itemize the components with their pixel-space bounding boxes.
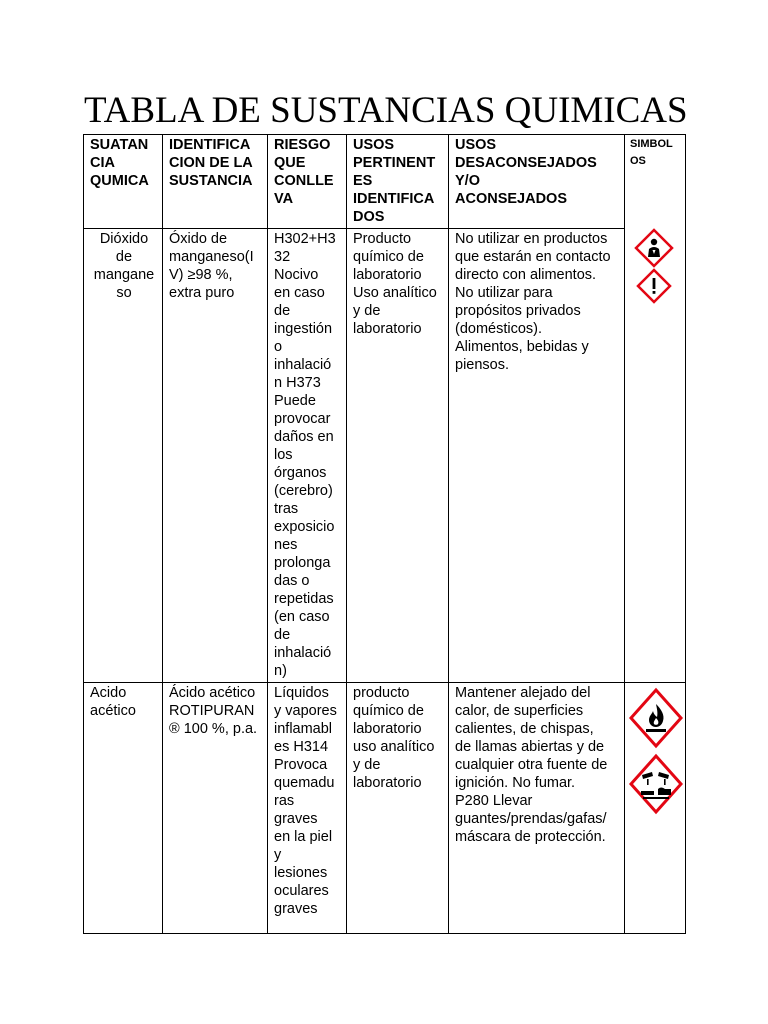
page-title: TABLA DE SUSTANCIAS QUIMICAS xyxy=(84,90,688,131)
cell-sustancia: Dióxido de mangane so xyxy=(84,229,163,683)
cell-usos-desaconsejados: No utilizar en productos que estarán en contacto directo con alimentos. No utilizar para propósitos privados (domésticos). Alimentos, bebidas y piensos. xyxy=(449,229,625,683)
table-row xyxy=(84,683,686,934)
cell-identificacion: Ácido acético ROTIPURAN ® 100 %, p.a. xyxy=(163,683,268,934)
cell-usos-pertinentes: Producto químico de laboratorio Uso analítico y de laboratorio xyxy=(347,229,449,683)
header-identificacion: IDENTIFICA CION DE LA SUSTANCIA xyxy=(163,135,268,229)
cell-riesgo: Líquidos y vapores inflamabl es H314 Provoca quemadu ras graves en la piel y lesiones oculares graves xyxy=(268,683,347,934)
cell-riesgo: H302+H3 32 Nocivo en caso de ingestión o inhalació n H373 Puede provocar daños en los órganos (cerebro) tras exposicio nes prolonga das o repetidas (en caso de inhalació n) xyxy=(268,229,347,683)
table-row xyxy=(84,229,686,683)
flame-icon xyxy=(627,687,685,749)
health-hazard-icon xyxy=(627,228,681,268)
exclamation-mark-icon xyxy=(627,268,681,304)
table-header-row xyxy=(84,135,686,229)
header-riesgo: RIESGO QUE CONLLE VA xyxy=(268,135,347,229)
cell-identificacion: Óxido de manganeso(I V) ≥98 %, extra puro xyxy=(163,229,268,683)
header-usos-desaconsejados: USOS DESACONSEJADOS Y/O ACONSEJADOS xyxy=(449,135,625,229)
cell-simbolos xyxy=(625,683,686,934)
substances-table xyxy=(83,134,686,934)
corrosion-icon xyxy=(627,753,685,815)
cell-sustancia: Acido acético xyxy=(84,683,163,934)
header-sustancia: SUATAN CIA QUMICA xyxy=(84,135,163,229)
cell-usos-desaconsejados: Mantener alejado del calor, de superficies calientes, de chispas, de llamas abiertas y de cualquier otra fuente de ignición. No fumar. P280 Llevar guantes/prendas/gafas/ máscara de protección. xyxy=(449,683,625,934)
header-simbolos: SIMBOL OS xyxy=(625,135,686,229)
cell-simbolos xyxy=(625,229,686,683)
header-usos-pertinentes: USOS PERTINENT ES IDENTIFICA DOS xyxy=(347,135,449,229)
cell-usos-pertinentes: producto químico de laboratorio uso analítico y de laboratorio xyxy=(347,683,449,934)
